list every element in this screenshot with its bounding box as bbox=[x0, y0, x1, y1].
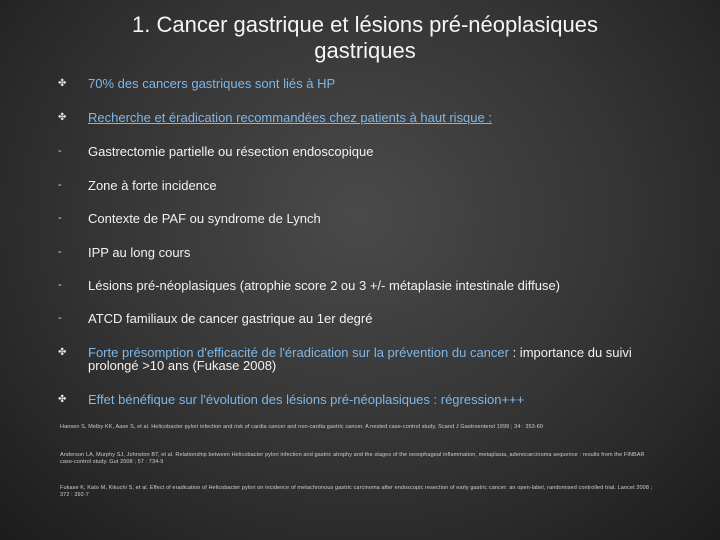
list-item bbox=[58, 111, 658, 124]
dash-marker: - bbox=[58, 179, 62, 191]
dash-marker: - bbox=[58, 246, 62, 258]
bullet-icon: ✤ bbox=[58, 78, 67, 89]
list-item bbox=[58, 312, 658, 325]
dash-marker: - bbox=[58, 279, 62, 291]
bullet-icon: ✤ bbox=[58, 347, 67, 358]
item-text: Zone à forte incidence bbox=[88, 178, 217, 193]
item-text: IPP au long cours bbox=[88, 245, 191, 260]
item-text: Recherche et éradication recommandées chez patients à haut risque : bbox=[88, 110, 492, 125]
item-text: Forte présomption d'efficacité de l'éradication sur la prévention du cancer : importance du suivi prolongé >10 ans (Fukase 2008) bbox=[88, 345, 632, 373]
reference: Anderson LA, Murphy SJ, Johnston BT, et al. Relationship between Helicobacter pylori infection and gastric atrophy and the stages of the oesophageal inflammation, metaplasia, adenocarcinoma sequence : results from the FINBAR case-control study. Gut 2008 ; 57 : 734-9 bbox=[60, 452, 645, 465]
list-item bbox=[58, 246, 658, 259]
dash-marker: - bbox=[58, 212, 62, 224]
dash-marker: - bbox=[58, 312, 62, 324]
item-text: Effet bénéfique sur l'évolution des lésions pré-néoplasiques : régression+++ bbox=[88, 392, 525, 407]
item-text: Gastrectomie partielle ou résection endoscopique bbox=[88, 144, 374, 159]
dash-marker: - bbox=[58, 145, 62, 157]
bullet-icon: ✤ bbox=[58, 112, 67, 123]
reference: Hansen S, Melby KK, Aase S, et al. Helicobacter pylori infection and risk of cardia cancer and non-cardia gastric cancer. A nested case-control study. Scand J Gastroenterol 1999 ; 34 : 353-60 bbox=[60, 424, 544, 430]
list-item bbox=[58, 179, 658, 192]
bullet-icon: ✤ bbox=[58, 394, 67, 405]
list-item bbox=[58, 212, 658, 225]
list-item bbox=[58, 77, 658, 90]
item-text: 70% des cancers gastriques sont liés à HP bbox=[88, 76, 336, 91]
list-item bbox=[58, 393, 658, 406]
list-item bbox=[58, 145, 658, 158]
slide-title: 1. Cancer gastrique et lésions pré-néoplasiques gastriques bbox=[132, 12, 598, 63]
list-item bbox=[58, 346, 658, 372]
item-text: Contexte de PAF ou syndrome de Lynch bbox=[88, 211, 321, 226]
list-item bbox=[58, 279, 658, 292]
item-text: ATCD familiaux de cancer gastrique au 1er degré bbox=[88, 311, 373, 326]
reference: Fukase K, Kato M, Kikuchi S, et al. Effect of eradication of Helicobacter pylori on incidence of metachronous gastric carcinoma after endoscopic resection of early gastric cancer: an open-label, randomised controlled trial. Lancet 2008 ; 372 : 392-7 bbox=[60, 485, 653, 498]
item-text: Lésions pré-néoplasiques (atrophie score 2 ou 3 +/- métaplasie intestinale diffuse) bbox=[88, 278, 561, 293]
